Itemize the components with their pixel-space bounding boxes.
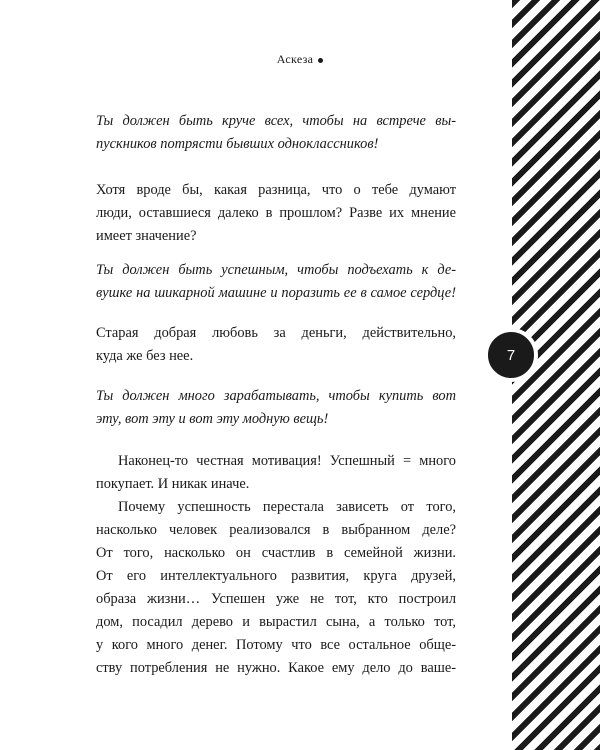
- text-line: покупает. И никак иначе.: [96, 476, 250, 492]
- running-header: [0, 52, 600, 67]
- paragraph-1: [96, 110, 456, 156]
- text-line: люди, оставшиеся далеко в прошлом? Разве их мнение: [96, 205, 456, 221]
- running-title: Аскеза: [276, 52, 314, 66]
- text-line: От того, насколько он счастлив в семейной жизни.: [96, 545, 456, 561]
- paragraph-3: [96, 259, 456, 305]
- paragraph-6: [96, 450, 456, 496]
- text-line: От его интеллектуального развития, круга друзей,: [96, 568, 456, 584]
- bullet-dot-icon: [318, 58, 323, 63]
- text-line: вушке на шикарной машине и поразить ее в самое сердце!: [96, 285, 456, 301]
- text-line: дом, посадил дерево и вырастил сына, а только тот,: [96, 614, 456, 630]
- text-line: куда же без нее.: [96, 348, 194, 364]
- text-line: образа жизни… Успешен уже не тот, кто построил: [96, 591, 456, 607]
- paragraph-2: [96, 179, 456, 248]
- paragraph-4: [96, 322, 456, 368]
- text-line: Хотя вроде бы, какая разница, что о тебе думают: [96, 182, 456, 198]
- text-line: эту, вот эту и вот эту модную вещь!: [96, 411, 329, 427]
- text-line: у кого много денег. Потому что все остальное обще-: [96, 637, 456, 653]
- text-line: Ты должен быть круче всех, чтобы на встрече вы-: [96, 113, 456, 129]
- text-line: ству потребления не нужно. Какое ему дело до ваше-: [96, 660, 456, 676]
- paragraph-5: [96, 385, 456, 431]
- text-line: Ты должен быть успешным, чтобы подъехать к де-: [96, 262, 456, 278]
- text-line: Старая добрая любовь за деньги, действительно,: [96, 325, 456, 341]
- page-number-badge: 7: [484, 328, 538, 382]
- text-line: Ты должен много зарабатывать, чтобы купить вот: [96, 388, 456, 404]
- text-line: насколько человек реализовался в выбранном деле?: [96, 522, 456, 538]
- paragraph-7: [96, 496, 456, 680]
- text-line: Наконец-то честная мотивация! Успешный = много: [118, 453, 456, 469]
- text-line: пускников потрясти бывших одноклассников!: [96, 136, 379, 152]
- text-line: Почему успешность перестала зависеть от того,: [118, 499, 456, 515]
- text-line: имеет значение?: [96, 228, 197, 244]
